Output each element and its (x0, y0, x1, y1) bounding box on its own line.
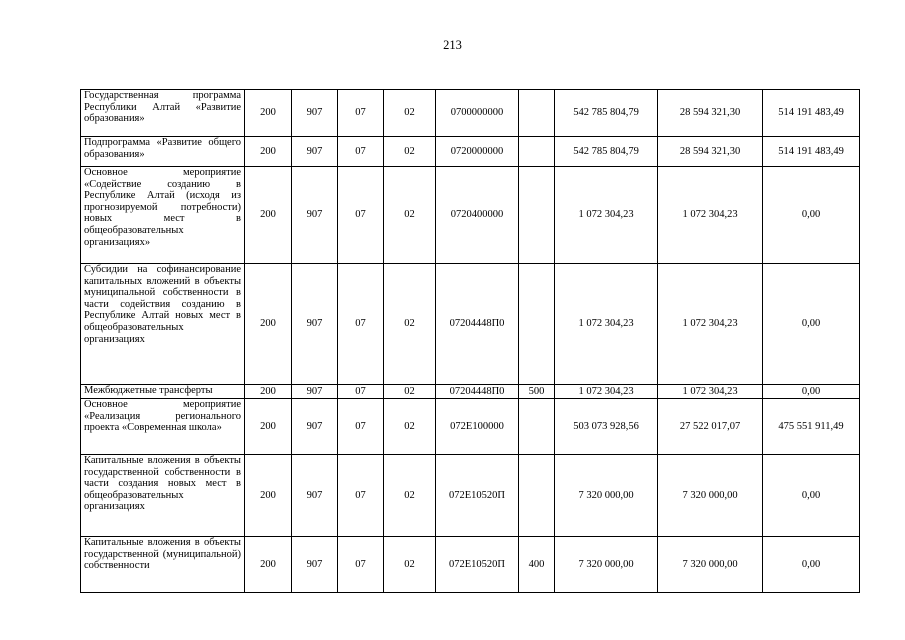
cell-c4: 02 (384, 537, 436, 593)
cell-c2: 907 (292, 537, 338, 593)
cell-sum3: 0,00 (763, 167, 860, 264)
row-name: Основное мероприятие «Реализация регионального проекта «Современная школа» (81, 399, 245, 455)
cell-c4: 02 (384, 137, 436, 167)
budget-table (80, 89, 860, 593)
cell-c1: 200 (245, 537, 292, 593)
cell-type (519, 399, 555, 455)
cell-type: 500 (519, 385, 555, 399)
cell-sum1: 503 073 928,56 (555, 399, 658, 455)
row-name: Субсидии на софинансирование капитальных вложений в объекты муниципальной собственности в части содействия созданию в Республике Алтай новых мест в общеобразовательных организациях (81, 264, 245, 385)
cell-sum1: 542 785 804,79 (555, 137, 658, 167)
cell-c2: 907 (292, 455, 338, 537)
table-row (81, 385, 860, 399)
table-row (81, 537, 860, 593)
cell-type (519, 137, 555, 167)
cell-sum3: 514 191 483,49 (763, 137, 860, 167)
cell-sum2: 28 594 321,30 (658, 137, 763, 167)
cell-sum1: 542 785 804,79 (555, 90, 658, 137)
cell-sum1: 1 072 304,23 (555, 385, 658, 399)
cell-sum3: 0,00 (763, 537, 860, 593)
cell-c3: 07 (338, 455, 384, 537)
cell-sum3: 514 191 483,49 (763, 90, 860, 137)
cell-sum2: 28 594 321,30 (658, 90, 763, 137)
table-row (81, 399, 860, 455)
cell-code: 072Е100000 (436, 399, 519, 455)
cell-sum2: 7 320 000,00 (658, 455, 763, 537)
cell-c4: 02 (384, 385, 436, 399)
cell-c1: 200 (245, 455, 292, 537)
row-name: Основное мероприятие «Содействие созданию в Республике Алтай (исходя из прогнозируемой потребности) новых мест в общеобразовательных организациях» (81, 167, 245, 264)
cell-c1: 200 (245, 264, 292, 385)
cell-c1: 200 (245, 167, 292, 264)
cell-code: 072Е10520П (436, 455, 519, 537)
cell-c2: 907 (292, 167, 338, 264)
cell-c3: 07 (338, 399, 384, 455)
cell-c3: 07 (338, 137, 384, 167)
cell-c1: 200 (245, 137, 292, 167)
cell-sum2: 1 072 304,23 (658, 264, 763, 385)
cell-c2: 907 (292, 264, 338, 385)
cell-c4: 02 (384, 90, 436, 137)
cell-sum1: 7 320 000,00 (555, 537, 658, 593)
cell-sum3: 0,00 (763, 455, 860, 537)
cell-sum3: 0,00 (763, 385, 860, 399)
cell-type (519, 90, 555, 137)
table-row (81, 167, 860, 264)
row-name: Государственная программа Республики Алтай «Развитие образования» (81, 90, 245, 137)
cell-sum2: 27 522 017,07 (658, 399, 763, 455)
cell-type (519, 264, 555, 385)
cell-type (519, 455, 555, 537)
cell-c3: 07 (338, 385, 384, 399)
page-number: 213 (443, 38, 462, 52)
cell-c1: 200 (245, 90, 292, 137)
cell-code: 0720400000 (436, 167, 519, 264)
cell-code: 0700000000 (436, 90, 519, 137)
cell-code: 07204448П0 (436, 264, 519, 385)
row-name: Капитальные вложения в объекты государственной (муниципальной) собственности (81, 537, 245, 593)
cell-c2: 907 (292, 137, 338, 167)
row-name: Межбюджетные трансферты (81, 385, 245, 399)
cell-c4: 02 (384, 399, 436, 455)
cell-sum1: 7 320 000,00 (555, 455, 658, 537)
cell-code: 07204448П0 (436, 385, 519, 399)
table-row (81, 90, 860, 137)
cell-c3: 07 (338, 167, 384, 264)
cell-c4: 02 (384, 264, 436, 385)
cell-c1: 200 (245, 385, 292, 399)
cell-c4: 02 (384, 167, 436, 264)
cell-c2: 907 (292, 385, 338, 399)
table-body (81, 90, 860, 593)
cell-c4: 02 (384, 455, 436, 537)
cell-sum1: 1 072 304,23 (555, 264, 658, 385)
cell-c2: 907 (292, 90, 338, 137)
cell-sum2: 1 072 304,23 (658, 167, 763, 264)
cell-c3: 07 (338, 90, 384, 137)
cell-sum3: 0,00 (763, 264, 860, 385)
table-row (81, 264, 860, 385)
table-row (81, 455, 860, 537)
cell-code: 072Е10520П (436, 537, 519, 593)
row-name: Подпрограмма «Развитие общего образования» (81, 137, 245, 167)
cell-sum3: 475 551 911,49 (763, 399, 860, 455)
cell-c3: 07 (338, 264, 384, 385)
table-row (81, 137, 860, 167)
cell-sum2: 1 072 304,23 (658, 385, 763, 399)
cell-c2: 907 (292, 399, 338, 455)
cell-code: 0720000000 (436, 137, 519, 167)
cell-type (519, 167, 555, 264)
cell-sum2: 7 320 000,00 (658, 537, 763, 593)
cell-type: 400 (519, 537, 555, 593)
cell-sum1: 1 072 304,23 (555, 167, 658, 264)
row-name: Капитальные вложения в объекты государственной собственности в части создания новых мест в общеобразовательных организациях (81, 455, 245, 537)
cell-c1: 200 (245, 399, 292, 455)
cell-c3: 07 (338, 537, 384, 593)
